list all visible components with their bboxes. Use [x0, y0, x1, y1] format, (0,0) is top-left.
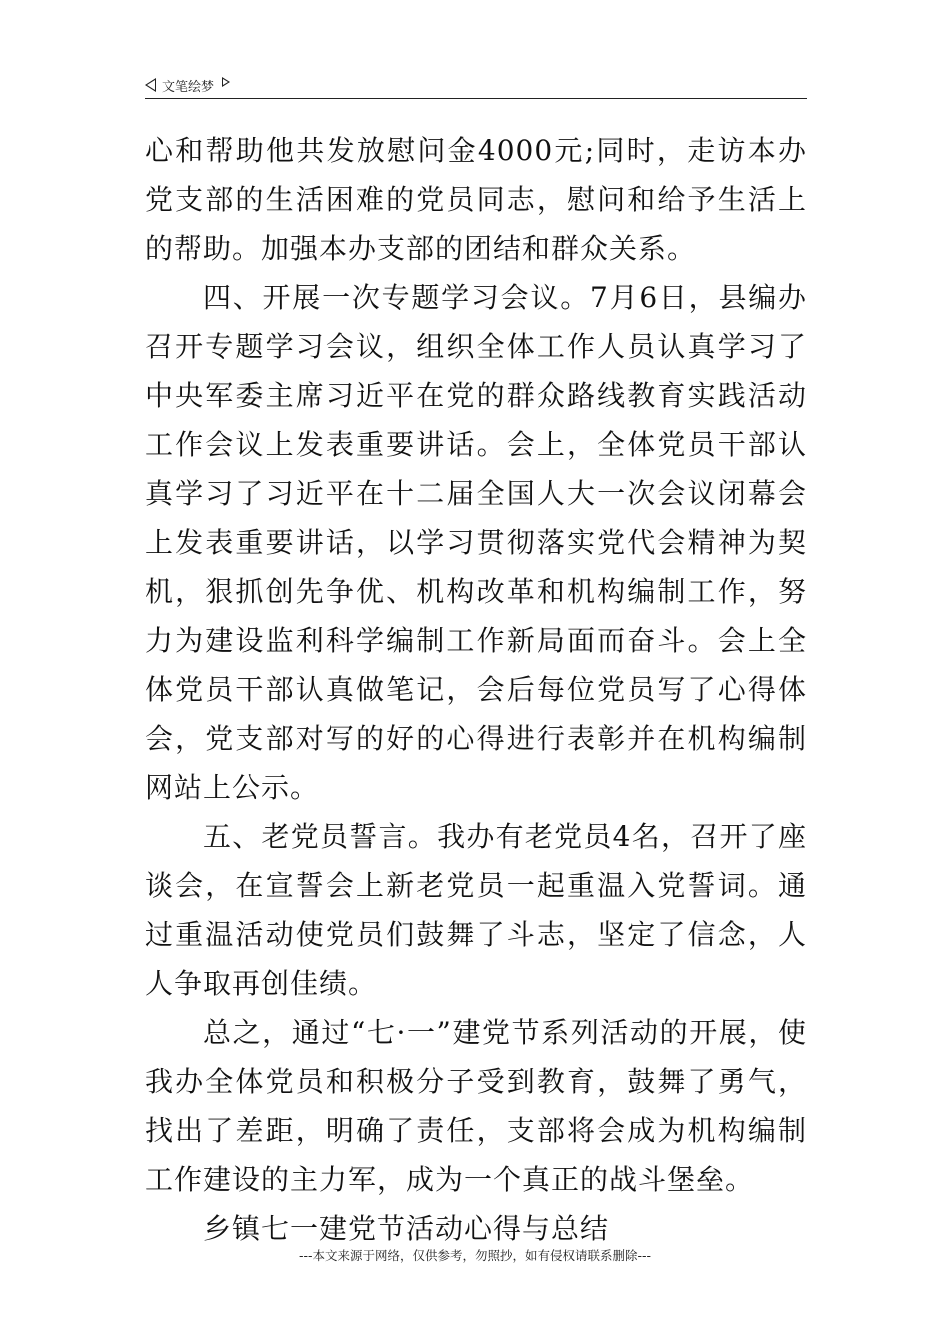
paragraph: 四、开展一次专题学习会议。7月6日，县编办召开专题学习会议，组织全体工作人员认真学习了中央军委主席习近平在党的群众路线教育实践活动工作会议上发表重要讲话。会上，全体党员干部认真学习了习近平在十二届全国人大一次会议闭幕会上发表重要讲话，以学习贯彻落实党代会精神为契机，狠抓创先争优、机构改革和机构编制工作，努力为建设监利科学编制工作新局面而奋斗。会上全体党员干部认真做笔记，会后每位党员写了心得体会，党支部对写的好的心得进行表彰并在机构编制网站上公示。 [145, 281, 807, 804]
page-footer: ---本文来源于网络，仅供参考，勿照抄，如有侵权请联系删除--- [298, 1248, 652, 1263]
triangle-left-icon [145, 78, 156, 92]
triangle-right-icon [222, 77, 230, 87]
paragraph: 心和帮助他共发放慰问金4000元;同时，走访本办党支部的生活困难的党员同志，慰问和给予生活上的帮助。加强本办支部的团结和群众关系。 [145, 134, 807, 265]
header-brand: 文笔绘梦 [162, 79, 215, 95]
page-header [145, 72, 807, 99]
document-body [145, 126, 807, 1253]
paragraph: 总之，通过“七·一”建党节系列活动的开展，使我办全体党员和积极分子受到教育，鼓舞了勇气，找出了差距，明确了责任，支部将会成为机构编制工作建设的主力军，成为一个真正的战斗堡垒。 [145, 1016, 807, 1196]
section-title: 乡镇七一建党节活动心得与总结 [203, 1212, 610, 1245]
paragraph: 五、老党员誓言。我办有老党员4名，召开了座谈会，在宣誓会上新老党员一起重温入党誓词。通过重温活动使党员们鼓舞了斗志，坚定了信念，人人争取再创佳绩。 [145, 820, 807, 1000]
